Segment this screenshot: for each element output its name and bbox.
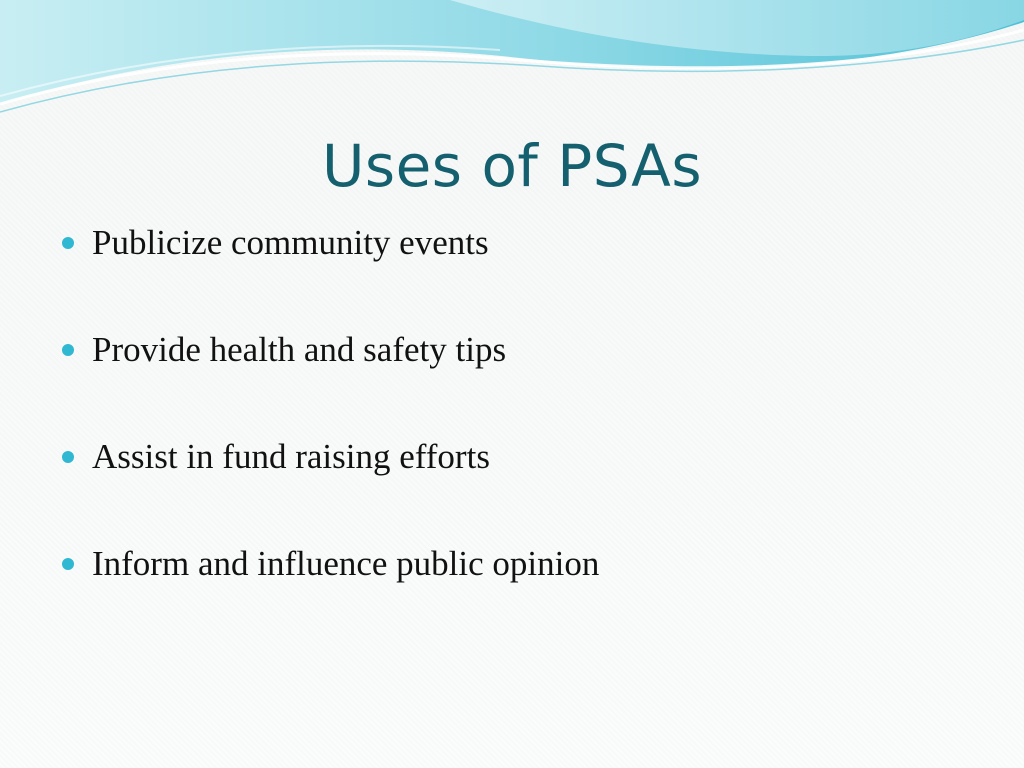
bullet-item: [62, 541, 962, 648]
bullet-list: [62, 220, 962, 648]
bullet-text: Publicize community events: [92, 223, 489, 262]
bullet-text: Inform and influence public opinion: [92, 544, 600, 583]
bullet-item: [62, 220, 962, 327]
bullet-dot-icon: [62, 451, 74, 463]
slide-title: Uses of PSAs: [321, 132, 703, 200]
bullet-text: Provide health and safety tips: [92, 330, 507, 369]
bullet-text: Assist in fund raising efforts: [92, 437, 490, 476]
bullet-dot-icon: [62, 558, 74, 570]
bullet-item: [62, 434, 962, 541]
decorative-wave-header: [0, 0, 1024, 130]
bullet-dot-icon: [62, 237, 74, 249]
bullet-item: [62, 327, 962, 434]
bullet-dot-icon: [62, 344, 74, 356]
